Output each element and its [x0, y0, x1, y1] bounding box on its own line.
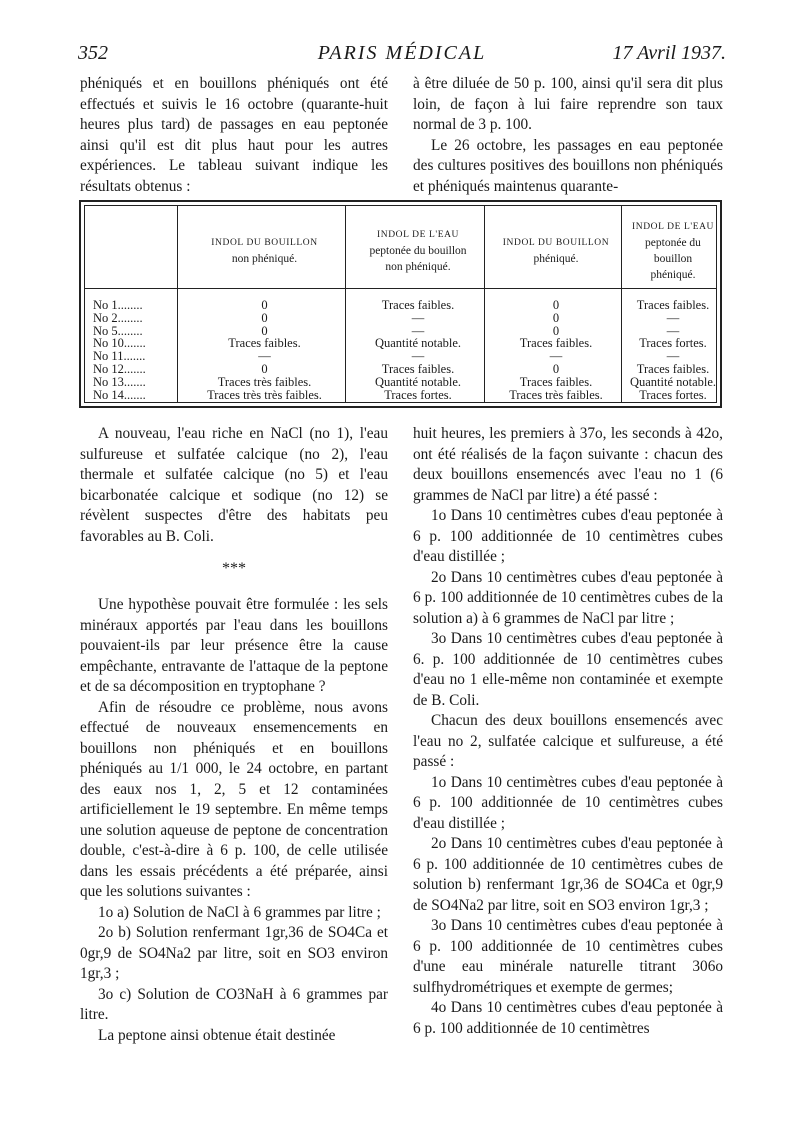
top-right-column [413, 74, 723, 197]
column-bouillon-non-phenique [181, 299, 348, 401]
paragraph: 3o c) Solution de CO3NaH à 6 grammes par litre. [80, 985, 388, 1023]
top-left-column [80, 74, 388, 197]
table-cell: Traces fortes. [639, 336, 707, 351]
header-line: INDOL DU BOUILLON [211, 238, 318, 248]
header-line: INDOL DU BOUILLON [502, 238, 610, 248]
table-cell: — [411, 323, 425, 338]
table-cell: Traces très très faibles. [207, 387, 322, 402]
row-labels [93, 299, 181, 401]
column-eau-phenique [625, 299, 721, 401]
paragraph: Afin de résoudre ce problème, nous avons effectué de nouveaux ensemencements en bouillons non phéniqués et en bouillons phéniqués au 1/1 000, le 24 octobre, en partant des eaux nos 1, 2, 5 et 12 contaminées artificiellement le 19 septembre. En même temps une solution aqueuse de peptone de concentration double, c'est-à-dire à 6 p. 100, de celle utilisée dans les essais précédents a été préparée, ainsi que les solutions suivantes : [80, 698, 388, 900]
row-label: No 13....... [93, 375, 146, 389]
header-line: INDOL DE L'EAU [376, 230, 460, 240]
table-cell: Traces fortes. [639, 387, 707, 402]
table-cell: 0 [261, 323, 268, 338]
table-cell: — [666, 349, 680, 364]
header-line: peptonée du bouillon [369, 245, 467, 257]
table-cell: 0 [261, 361, 268, 376]
paragraph: 1o a) Solution de NaCl à 6 grammes par litre ; [98, 903, 381, 921]
section-separator [80, 561, 388, 577]
table-cell: — [549, 349, 563, 364]
header-divider [85, 288, 716, 289]
table-cell: Traces faibles. [381, 361, 455, 376]
header-line: phéniqué. [533, 253, 579, 265]
page-number: 352 [78, 42, 108, 64]
table-header-indol-bouillon-non-phenique [181, 214, 348, 288]
journal-title: PARIS MÉDICAL [317, 42, 487, 64]
paragraph: Chacun des deux bouillons ensemencés avec l'eau no 2, sulfatée calcique et sulfureuse, a été passé : [413, 712, 723, 770]
table-cell: 0 [552, 361, 560, 376]
paragraph: A nouveau, l'eau riche en NaCl (no 1), l'eau sulfureuse et sulfatée calcique (no 2), l'eau thermale et sulfatée calcique (no 5) et l'eau bicarbonatée calcique et sodique (no 12) se révèlent suspectes d'être des habitats peu favorables au B. Coli. [80, 425, 388, 545]
paragraph: à être diluée de 50 p. 100, ainsi qu'il sera dit plus loin, de façon à lui faire reprendre son taux normal de 3 p. 100. [413, 75, 723, 133]
table-cell: Traces fortes. [384, 387, 452, 402]
table-cell: Traces très faibles. [217, 374, 312, 389]
row-label: No 11....... [93, 350, 146, 363]
header-line: INDOL DE L'EAU [631, 222, 715, 232]
table-inner-frame [84, 205, 717, 403]
paragraph: huit heures, les premiers à 37o, les seconds à 42o, ont été réalisés de la façon suivante : chacun des deux bouillons ensemencés avec l'eau no 1 (6 grammes de NaCl par litre) a été passé : [413, 425, 723, 504]
row-label: No 12....... [93, 362, 146, 376]
header-line: non phéniqué. [231, 253, 298, 265]
issue-date: 17 Avril 1937. [612, 42, 726, 64]
header-line: non phéniqué. [385, 261, 451, 273]
table-cell: Quantité notable. [374, 374, 462, 389]
row-label: No 10....... [93, 337, 146, 351]
table-cell: Traces faibles. [228, 336, 301, 351]
table-cell: Quantité notable. [629, 374, 717, 389]
paragraph: 1o Dans 10 centimètres cubes d'eau peptonée à 6 p. 100 additionnée de 10 centimètres cubes d'eau distillée ; [413, 507, 723, 565]
table-cell: Traces faibles. [519, 336, 593, 351]
table-cell: 0 [552, 310, 560, 325]
table-cell: — [666, 310, 680, 325]
table-cell: Traces faibles. [519, 374, 593, 389]
bottom-left-column [80, 424, 388, 1046]
table-header-indol-eau-phenique [625, 214, 721, 288]
header-line: phéniqué. [650, 269, 696, 281]
paragraph: Le 26 octobre, les passages en eau peptonée des cultures positives des bouillons non phéniqués et phéniqués maintenus quarante- [413, 136, 723, 195]
table-cell: 0 [552, 298, 560, 312]
page-header [78, 42, 726, 72]
paragraph: 4o Dans 10 centimètres cubes d'eau peptonée à 6 p. 100 additionnée de 10 centimètres [413, 999, 723, 1037]
paragraph: phéniqués et en bouillons phéniqués ont été effectués et suivis le 16 octobre (quarante-huit heures plus tard) de passages en eau peptonée ainsi qu'il est dit plus haut pour les autres expériences. Le tableau suivant indique les résultats obtenus : [80, 75, 388, 195]
column-eau-non-phenique [349, 299, 487, 401]
table-cell: — [258, 349, 271, 364]
paragraph: 2o Dans 10 centimètres cubes d'eau peptonée à 6 p. 100 additionnée de 10 centimètres cubes de la solution a) à 6 grammes de NaCl par litre ; [413, 568, 723, 627]
table-cell: 0 [261, 310, 268, 325]
bottom-right-column [413, 424, 723, 1039]
row-label: No 5........ [93, 324, 143, 338]
table-cell: 0 [261, 298, 268, 312]
results-table [79, 200, 722, 408]
table-cell: 0 [552, 323, 560, 338]
row-label: No 14....... [93, 388, 146, 402]
table-cell: Traces faibles. [381, 298, 455, 312]
table-cell: Quantité notable. [374, 336, 462, 351]
table-header-indol-bouillon-phenique [488, 214, 624, 288]
table-cell: Traces faibles. [636, 361, 710, 376]
asterism: *** [222, 560, 246, 577]
table-cell: Traces faibles. [636, 298, 710, 312]
table-cell: — [411, 349, 425, 364]
paragraph: 3o Dans 10 centimètres cubes d'eau peptonée à 6. p. 100 additionnée de 10 centimètres cubes d'eau no 1 elle-même non contaminée et exempte de B. Coli. [413, 630, 723, 709]
row-label: No 2........ [93, 311, 143, 325]
table-cell: Traces très faibles. [509, 387, 603, 402]
column-bouillon-phenique [488, 299, 624, 401]
paragraph: 2o Dans 10 centimètres cubes d'eau peptonée à 6 p. 100 additionnée de 10 centimètres cubes de solution b) renfermant 1gr,36 de SO4Ca et 0gr,9 de SO4Na2 par litre, soit en SO3 environ 1gr,3 ; [413, 835, 723, 914]
header-line: peptonée du bouillon [645, 237, 701, 265]
paragraph: 2o b) Solution renfermant 1gr,36 de SO4Ca et 0gr,9 de SO4Na2 par litre, soit en SO3 environ 1gr,3 ; [80, 924, 388, 982]
paragraph: 1o Dans 10 centimètres cubes d'eau peptonée à 6 p. 100 additionnée de 10 centimètres cubes d'eau distillée ; [413, 773, 723, 832]
table-cell: — [411, 310, 425, 325]
paragraph: 3o Dans 10 centimètres cubes d'eau peptonée à 6 p. 100 additionnée de 10 centimètres cubes d'une eau minérale naturelle titrant 306o sulfhydrométriques et exempte de germes; [413, 917, 723, 996]
row-label: No 1........ [93, 299, 143, 312]
table-cell: — [666, 323, 680, 338]
paragraph: La peptone ainsi obtenue était destinée [98, 1026, 336, 1044]
table-header-indol-eau-non-phenique [349, 214, 487, 288]
paragraph: Une hypothèse pouvait être formulée : les sels minéraux apportés par l'eau dans les bouillons pouvaient-ils par leur présence être la cause empêchante, entravante de l'attaque de la peptone et de sa décomposition en tryptophane ? [80, 596, 388, 695]
